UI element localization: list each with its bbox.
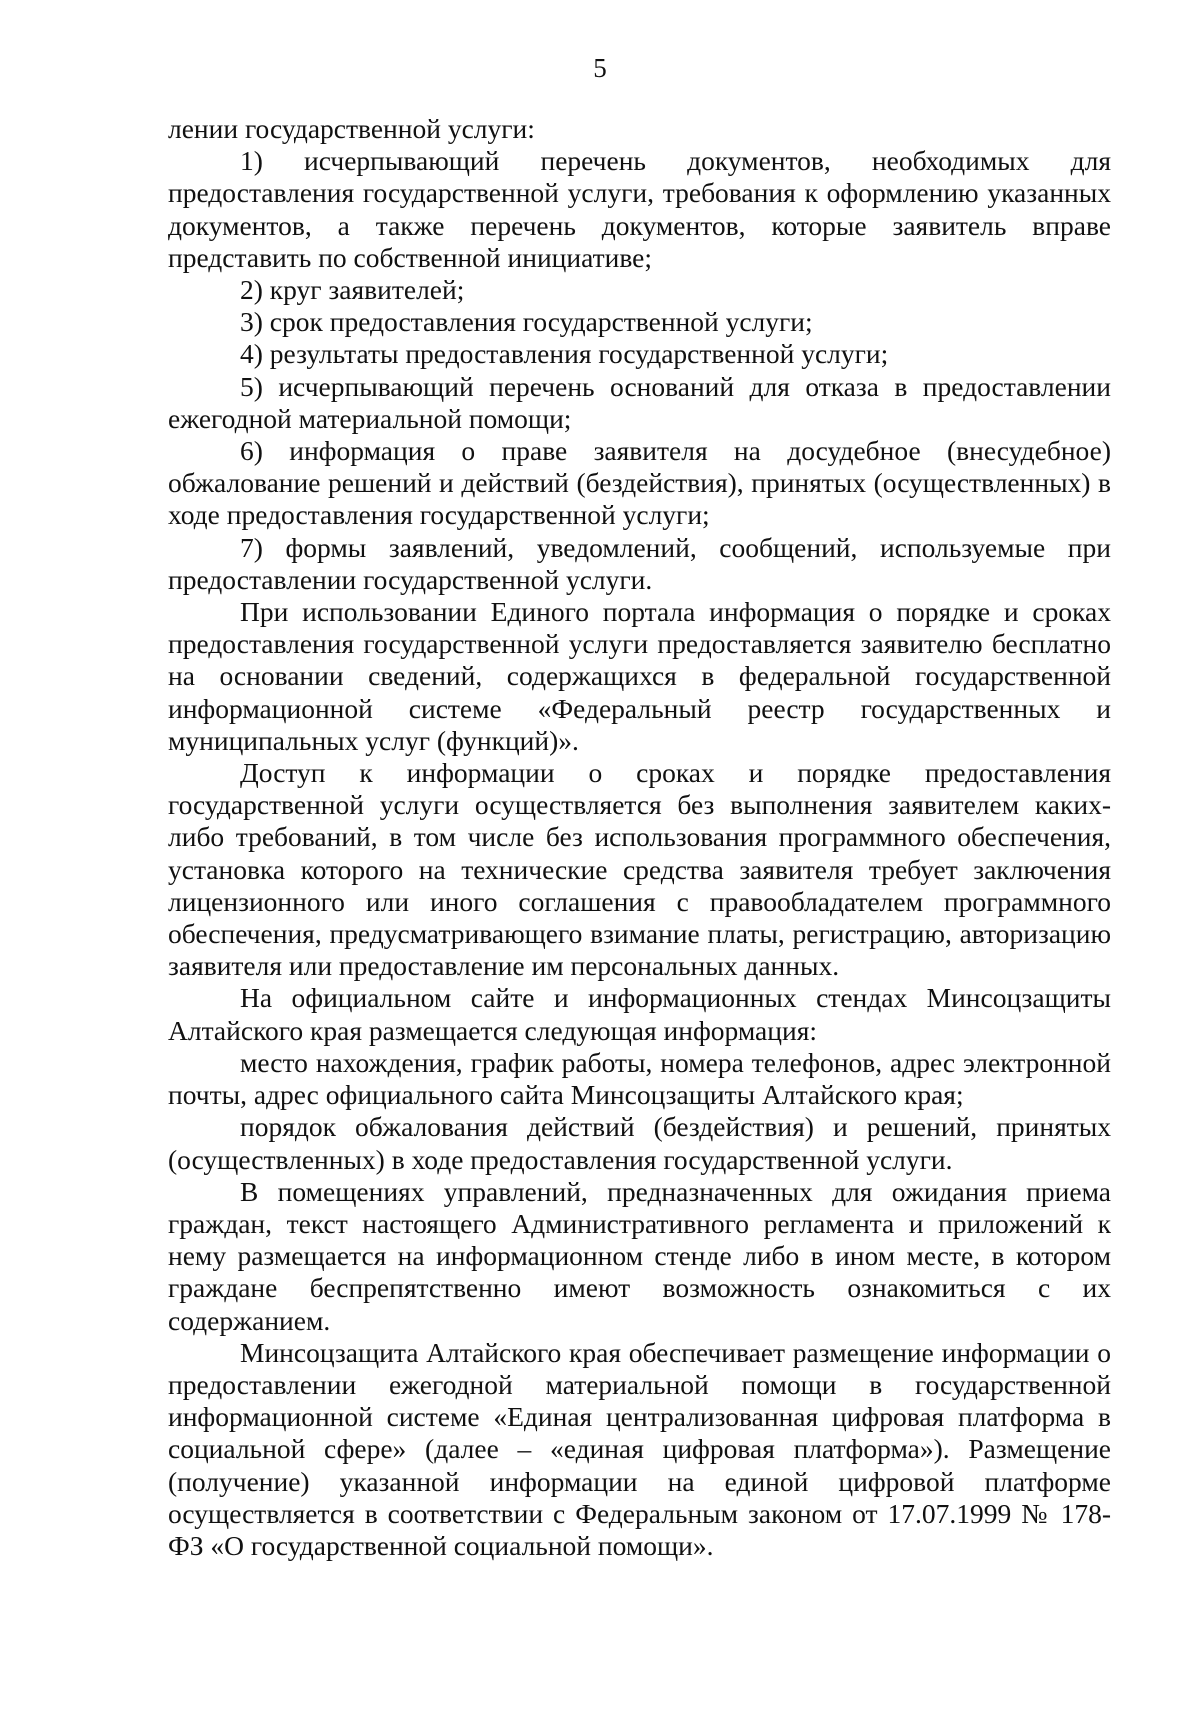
document-body [168,113,1111,1562]
paragraph-official-site: На официальном сайте и информационных стендах Минсоцзащиты Алтайского края размещается следующая информация: [168,982,1111,1046]
paragraph-appeal-procedure: порядок обжалования действий (бездействия) и решений, принятых (осуществленных) в ходе предоставления государственной услуги. [168,1111,1111,1175]
page-number: 5 [593,53,607,83]
paragraph-information-access: Доступ к информации о сроках и порядке предоставления государственной услуги осуществляется без выполнения заявителем каких-либо требований, в том числе без использования программного обеспечения, установка которого на технические средства заявителя требует заключения лицензионного или иного соглашения с правообладателем программного обеспечения, предусматривающего взимание платы, регистрацию, авторизацию заявителя или предоставление им персональных данных. [168,757,1111,982]
list-item-6: 6) информация о праве заявителя на досудебное (внесудебное) обжалование решений и действий (бездействия), принятых (осуществленных) в ходе предоставления государственной услуги; [168,435,1111,531]
list-item-7: 7) формы заявлений, уведомлений, сообщений, используемые при предоставлении государственной услуги. [168,531,1111,595]
paragraph-unified-portal: При использовании Единого портала информация о порядке и сроках предоставления государственной услуги предоставляется заявителю бесплатно на основании сведений, содержащихся в федеральной государственной информационной системе «Федеральный реестр государственных и муниципальных услуг (функций)». [168,596,1111,756]
list-item-1: 1) исчерпывающий перечень документов, необходимых для предоставления государственной услуги, требования к оформлению указанных документов, а также перечень документов, которые заявитель вправе представить по собственной инициативе; [168,145,1111,273]
list-item-3: 3) срок предоставления государственной услуги; [240,306,813,338]
list-item-2: 2) круг заявителей; [240,274,465,306]
paragraph-premises: В помещениях управлений, предназначенных для ожидания приема граждан, текст настоящего Административного регламента и приложений к нему размещается на информационном стенде либо в ином месте, в котором граждане беспрепятственно имеют возможность ознакомиться с их содержанием. [168,1175,1111,1336]
list-item-4: 4) результаты предоставления государственной услуги; [240,338,889,370]
paragraph-continuation: лении государственной услуги: [168,113,535,144]
paragraph-contact-info: место нахождения, график работы, номера телефонов, адрес электронной почты, адрес официального сайта Минсоцзащиты Алтайского края; [168,1046,1111,1111]
list-item-5: 5) исчерпывающий перечень оснований для отказа в предоставлении ежегодной материальной помощи; [168,370,1111,434]
paragraph-digital-platform: Минсоцзащита Алтайского края обеспечивает размещение информации о предоставлении ежегодной материальной помощи в государственной информационной системе «Единая централизованная цифровая платформа в социальной сфере» (далее – «единая цифровая платформа»). Размещение (получение) указанной информации на единой цифровой платформе осуществляется в соответствии с Федеральным законом от 17.07.1999 № 178-ФЗ «О государственной социальной помощи». [168,1336,1111,1561]
